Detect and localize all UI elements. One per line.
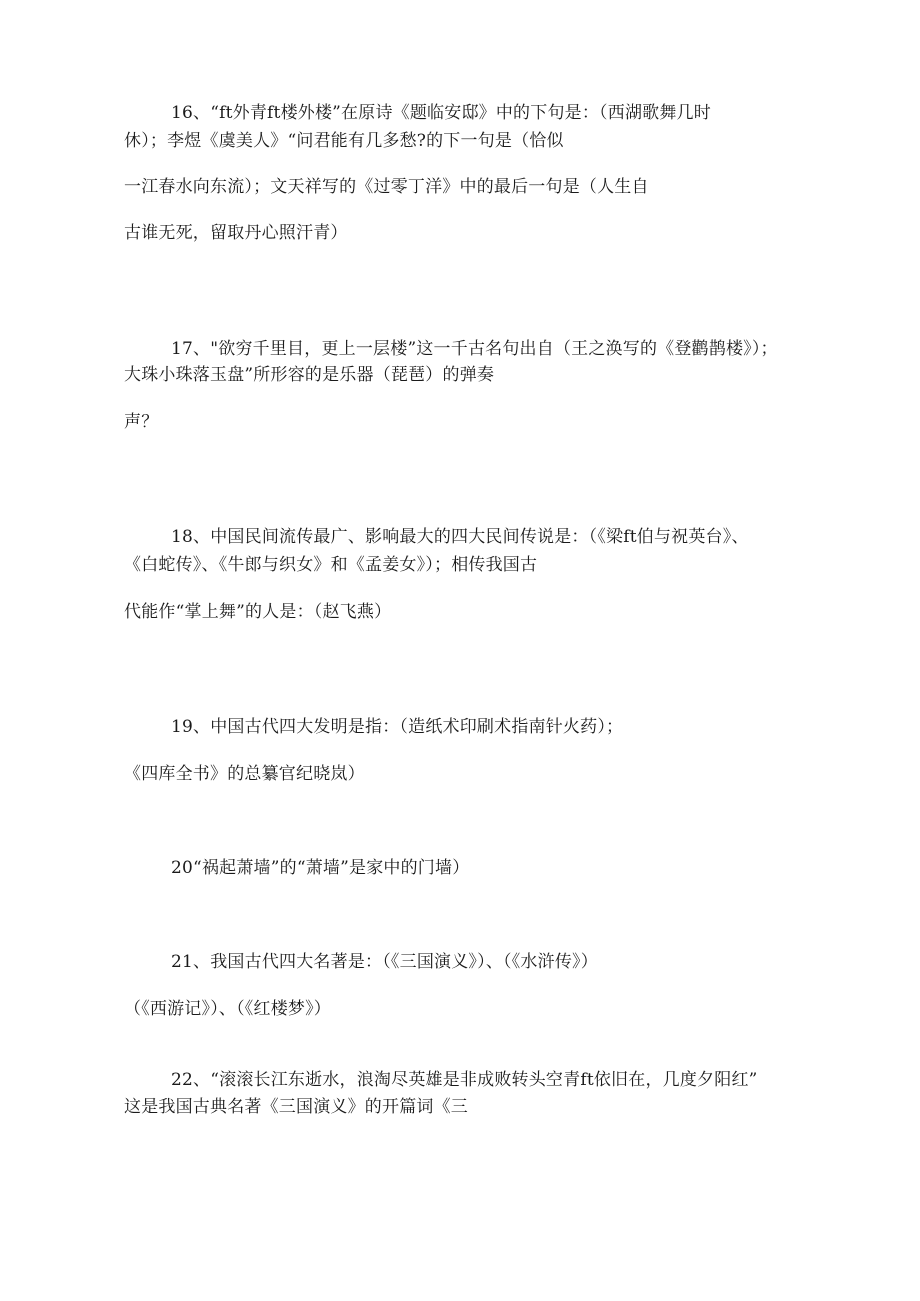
q17-line-1: 17、"欲穷千里目，更上一层楼”这一千古名句出自（王之涣写的《登鹳鹊楼》）； (171, 339, 778, 359)
q16-line-3: 一江春水向东流）；文天祥写的《过零丁洋》中的最后一句是（人生自 (124, 177, 649, 197)
q17-line-2: 大珠小珠落玉盘”所形容的是乐器（琵琶）的弹奏 (124, 365, 495, 385)
q18-line-3: 代能作“掌上舞”的人是：（赵飞燕） (124, 602, 392, 622)
q19-line-2: 《四库全书》的总纂官纪晓岚） (124, 764, 365, 784)
q22-line-2: 这是我国古典名著《三国演义》的开篇词《三 (124, 1097, 468, 1117)
q21-line-2: （《西游记》）、（《红楼梦》） (124, 999, 331, 1019)
q18-line-2: 《白蛇传》、《牛郎与织女》和《孟姜女》）；相传我国古 (124, 555, 538, 575)
q16-line-4: 古谁无死，留取丹心照汗青） (124, 223, 348, 243)
q16-line-2: 休）；李煜《虞美人》“问君能有几多愁?的下一句是（恰似 (124, 131, 564, 151)
q19-line-1: 19、中国古代四大发明是指：（造纸术印刷术指南针火药）； (171, 717, 624, 737)
q22-line-1: 22、“滚滚长江东逝水，浪淘尽英雄是非成败转头空青ft依旧在，几度夕阳红” (171, 1070, 758, 1090)
q18-line-1: 18、中国民间流传最广、影响最大的四大民间传说是：（《梁ft伯与祝英台》、 (171, 527, 749, 547)
q20-line-1: 20“祸起萧墙”的“萧墙”是家中的门墙） (171, 858, 470, 878)
q17-line-3: 声？ (124, 412, 159, 432)
q21-line-1: 21、我国古代四大名著是：（《三国演义》）、（《水浒传》） (171, 952, 598, 972)
q16-line-1: 16、“ft外青ft楼外楼”在原诗《题临安邸》中的下句是：（西湖歌舞几时 (171, 103, 711, 123)
